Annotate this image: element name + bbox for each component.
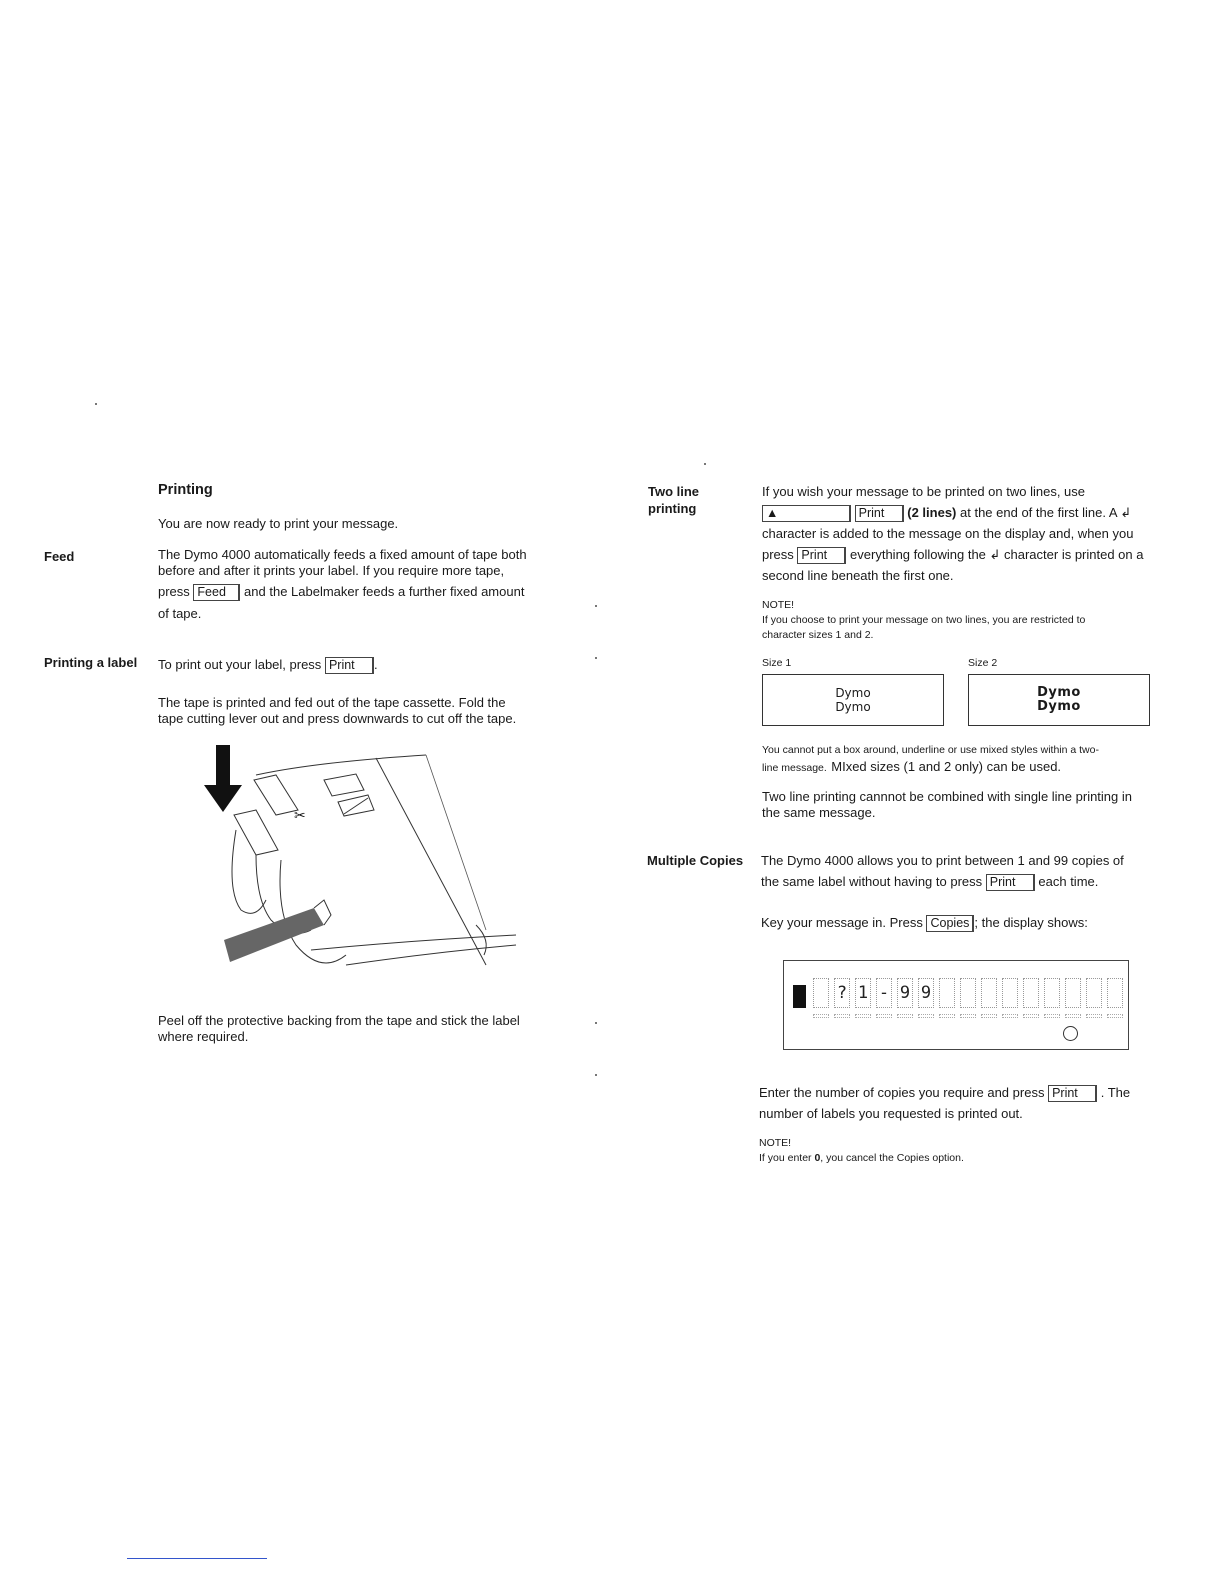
note-line-1: If you choose to print your message on two lines, you are restricted to (762, 614, 1086, 626)
two-line-label-2: printing (648, 501, 697, 516)
peel-line-1: Peel off the protective backing from the tape and stick the label (158, 1013, 520, 1028)
speck (595, 657, 597, 659)
lcd-indicator (981, 1014, 997, 1018)
cannot-block (762, 743, 1162, 776)
lcd-cell: 1 (855, 978, 871, 1008)
key-msg-b: ; the display shows: (974, 915, 1088, 930)
lcd-indicator (960, 1014, 976, 1018)
lcd-indicator (897, 1014, 913, 1018)
lcd-cell: - (876, 978, 892, 1008)
two-line-5: second line beneath the first one. (762, 568, 954, 583)
lcd-cell (1065, 978, 1081, 1008)
note2-a: If you enter (759, 1152, 812, 1164)
size2-line2: Dymo (1037, 699, 1081, 714)
two-line-4-rest: everything following the ↲ character is printed on a (850, 547, 1144, 562)
tape-line-1: The tape is printed and fed out of the tape cassette. Fold the (158, 695, 506, 710)
speck (595, 1022, 597, 1024)
enter-line-1b: . The (1100, 1085, 1131, 1100)
note2-title: NOTE! (759, 1137, 792, 1149)
printing-label-side-label: Printing a label (44, 655, 138, 670)
combine-line-2: the same message. (762, 805, 876, 820)
multiple-line-2a: the same label without having to press (761, 874, 983, 889)
scissors-icon: ✂ (294, 808, 306, 824)
size2-sample-box (968, 674, 1150, 726)
print-instruction (158, 657, 378, 674)
lcd-cell (1023, 978, 1039, 1008)
lcd-cell: 9 (897, 978, 913, 1008)
speck (704, 463, 706, 465)
tape-cutting-illustration (196, 740, 526, 975)
peel-line-2: where required. (158, 1029, 249, 1044)
circle-indicator-icon (1063, 1026, 1078, 1041)
lcd-cell (813, 978, 829, 1008)
lcd-indicator (1023, 1014, 1039, 1018)
feed-line-3-rest: and the Labelmaker feeds a further fixed amount (244, 584, 525, 599)
enter-line-1a: Enter the number of copies you require and press (759, 1085, 1045, 1100)
print-instruction-text: To print out your label, press (158, 657, 322, 672)
size1-sample-box (762, 674, 944, 726)
key-message-line (761, 912, 1088, 933)
feed-paragraph (158, 547, 558, 622)
two-line-3: character is added to the message on the display and, when you (762, 526, 1134, 541)
note2-block (759, 1136, 1159, 1166)
copies-key: Copies (926, 915, 974, 932)
lcd-cell: ? (834, 978, 850, 1008)
lcd-indicator (1107, 1014, 1123, 1018)
feed-line-1: The Dymo 4000 automatically feeds a fixed amount of tape both (158, 547, 527, 562)
lcd-indicator (855, 1014, 871, 1018)
multiple-paragraph (761, 850, 1161, 892)
two-line-4 (762, 544, 1162, 565)
size2-line1: Dymo (1037, 685, 1081, 700)
two-line-label-1: Two line (648, 484, 700, 499)
feed-line-2: before and after it prints your label. If you require more tape, (158, 563, 505, 578)
period: . (373, 657, 378, 672)
lcd-display (783, 960, 1129, 1050)
multiple-copies-side-label: Multiple Copies (647, 853, 744, 868)
note-block (762, 598, 1162, 643)
lcd-indicator (1044, 1014, 1060, 1018)
lcd-cell (1044, 978, 1060, 1008)
note-title: NOTE! (762, 599, 795, 611)
tape-paragraph (158, 695, 558, 727)
note2-line (759, 1151, 1159, 1166)
feed-line-3 (158, 584, 558, 601)
lcd-cell (981, 978, 997, 1008)
speck (595, 1074, 597, 1076)
combine-paragraph (762, 789, 1162, 821)
two-lines-bold: (2 lines) (907, 505, 957, 520)
lcd-indicator (813, 1014, 829, 1018)
footer-rule (127, 1558, 267, 1559)
note2-bold: 0 (814, 1152, 821, 1164)
two-line-2 (762, 502, 1162, 523)
lcd-indicator (939, 1014, 955, 1018)
shift-key-icon: ▲ (762, 505, 851, 522)
lcd-cell: 9 (918, 978, 934, 1008)
print-key: Print (1048, 1085, 1097, 1102)
printing-heading: Printing (158, 482, 213, 498)
feed-side-label: Feed (44, 549, 75, 564)
combine-line-1: Two line printing cannnot be combined with single line printing in (762, 789, 1132, 804)
size1-line2: Dymo (835, 700, 871, 714)
cursor-block (793, 985, 806, 1008)
enter-line-1 (759, 1082, 1159, 1103)
lcd-cell (1086, 978, 1102, 1008)
ready-text: You are now ready to print your message. (158, 516, 399, 531)
lcd-indicator (876, 1014, 892, 1018)
print-key: Print (797, 547, 846, 564)
size1-label: Size 1 (762, 657, 792, 669)
multiple-line-2 (761, 871, 1161, 892)
enter-paragraph (759, 1082, 1159, 1124)
press-text: press (158, 584, 190, 599)
print-key: Print (325, 657, 374, 674)
two-line-1: If you wish your message to be printed on two lines, use (762, 484, 1086, 499)
feed-key: Feed (193, 584, 240, 601)
multiple-line-1: The Dymo 4000 allows you to print between 1 and 99 copies of (761, 853, 1124, 868)
lcd-indicator (1065, 1014, 1081, 1018)
key-msg-a: Key your message in. Press (761, 915, 923, 930)
feed-line-4: of tape. (158, 606, 202, 621)
multiple-line-2b: each time. (1038, 874, 1099, 889)
down-arrow-icon (204, 745, 242, 812)
tape-strip (224, 908, 324, 962)
speck (595, 605, 597, 607)
lcd-cell (960, 978, 976, 1008)
print-key: Print (855, 505, 904, 522)
lcd-indicator (918, 1014, 934, 1018)
two-line-side-label (648, 483, 699, 517)
two-line-2-rest: at the end of the first line. A ↲ (960, 505, 1132, 520)
two-line-paragraph (762, 481, 1162, 586)
enter-line-2: number of labels you requested is printed out. (759, 1106, 1023, 1121)
cannot-line-2a: line message. (762, 762, 827, 774)
tape-line-2: tape cutting lever out and press downwards to cut off the tape. (158, 711, 517, 726)
note2-b: , you cancel the Copies option. (820, 1152, 964, 1164)
cannot-line-2 (762, 758, 1162, 776)
lcd-indicator (1086, 1014, 1102, 1018)
cannot-line-2b: MIxed sizes (1 and 2 only) can be used. (831, 759, 1062, 774)
peel-paragraph (158, 1013, 558, 1045)
print-key: Print (986, 874, 1035, 891)
lcd-cell (1107, 978, 1123, 1008)
lcd-indicator (834, 1014, 850, 1018)
cannot-line-1: You cannot put a box around, underline or use mixed styles within a two- (762, 744, 1099, 756)
note-line-2: character sizes 1 and 2. (762, 629, 874, 641)
press-text: press (762, 547, 794, 562)
lcd-cell (939, 978, 955, 1008)
speck (95, 403, 97, 405)
size1-line1: Dymo (835, 686, 871, 700)
lcd-indicator (1002, 1014, 1018, 1018)
lcd-cell (1002, 978, 1018, 1008)
size2-label: Size 2 (968, 657, 998, 669)
